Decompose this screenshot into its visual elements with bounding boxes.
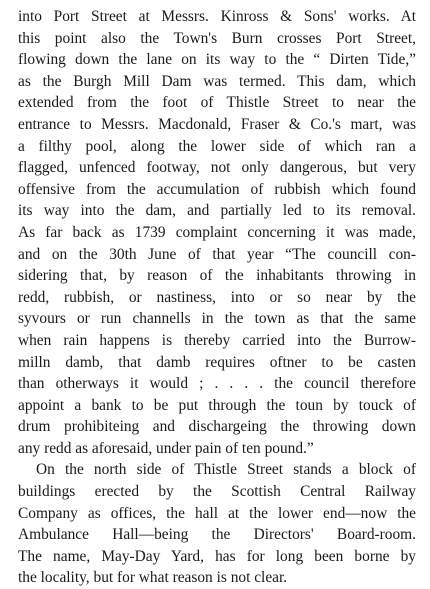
paragraph-2 — [18, 459, 416, 589]
text-line: extended from the foot of Thistle Street to near the — [18, 94, 416, 112]
text-line: when rain happens is thereby carried into the Burrow- — [18, 331, 416, 349]
text-line: drum prohibiteing and dischargeing the throwing down — [18, 418, 416, 436]
paragraph-1 — [18, 6, 416, 459]
text-line: appoint a bank to be put through the toun by touck of — [18, 396, 416, 414]
text-line: entrance to Messrs. Macdonald, Fraser & Co.'s mart, was — [18, 115, 416, 133]
text-line: syvours or run channells in the town as that the same — [18, 310, 416, 328]
text-line: milln damb, that damb requires oftner to be casten — [18, 353, 416, 371]
text-line: flagged, unfenced footway, not only dangerous, but very — [18, 159, 416, 177]
text-line: The name, May-Day Yard, has for long been borne by — [18, 547, 416, 565]
text-line: buildings erected by the Scottish Central Railway — [18, 483, 416, 501]
text-line: redd, rubbish, or nastiness, into or so near by the — [18, 288, 416, 306]
text-line: this point also the Town's Burn crosses Port Street, — [18, 29, 416, 47]
text-line: its way into the dam, and partially led to its removal. — [18, 202, 416, 220]
text-line: sidering that, by reason of the inhabitants throwing in — [18, 267, 416, 285]
text-line: than otherways it would ; . . . . the council therefore — [18, 375, 416, 393]
text-line: the locality, but for what reason is not clear. — [18, 569, 288, 587]
text-line: and on the 30th June of that year “The councill con- — [18, 245, 416, 263]
text-line: On the north side of Thistle Street stands a block of — [36, 461, 416, 479]
text-line: any redd as aforesaid, under pain of ten pound.” — [18, 439, 314, 457]
text-line: Ambulance Hall—being the Directors' Board-room. — [18, 526, 416, 544]
text-line: Company as offices, the hall at the lower end—now the — [18, 504, 416, 522]
text-line: As far back as 1739 complaint concerning it was made, — [18, 223, 416, 241]
text-line: offensive from the accumulation of rubbish which found — [18, 180, 416, 198]
document-page — [18, 6, 416, 589]
text-line: as the Burgh Mill Dam was termed. This dam, which — [18, 72, 416, 90]
text-line: into Port Street at Messrs. Kinross & Sons' works. At — [18, 8, 416, 25]
text-line: flowing down the lane on its way to the “ Dirten Tide,” — [18, 51, 416, 69]
text-line: a filthy pool, along the lower side of which ran a — [18, 137, 416, 155]
